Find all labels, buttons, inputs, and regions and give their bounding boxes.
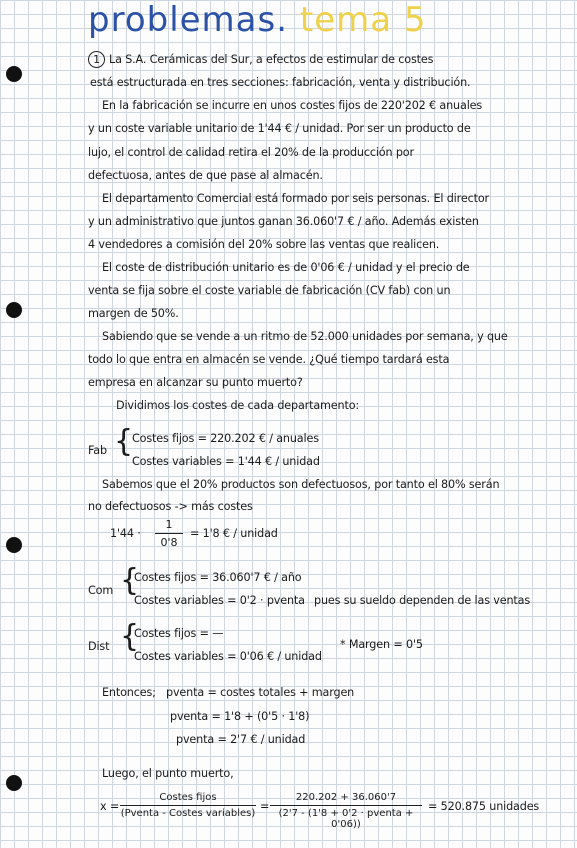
problem-number: 1 [88, 51, 105, 68]
text-line: En la fabricación se incurre en unos costes fijos de 220'202 € anuales [102, 99, 483, 112]
margin-note: * Margen = 0'5 [340, 638, 423, 651]
text-line [88, 51, 433, 68]
text-line: empresa en alcanzar su punto muerto? [88, 376, 303, 389]
text-line: Dividimos los costes de cada departamento: [116, 399, 360, 412]
fab-fixed-costs: Costes fijos = 220.202 € / anuales [132, 432, 319, 445]
dist-label: Dist [88, 640, 110, 653]
formula-x: x = [100, 800, 120, 813]
fraction-numerator: 1 [155, 518, 183, 534]
brace: { [114, 424, 134, 459]
com-variable-costs: Costes variables = 0'2 · pventa [134, 594, 305, 607]
fraction-denominator: 0'8 [160, 536, 178, 549]
text-line: venta se fija sobre el coste variable de fabricación (CV fab) con un [88, 284, 451, 297]
then-line-3: pventa = 2'7 € / unidad [176, 733, 306, 746]
text-line: todo lo que entra en almacén se vende. ¿Qué tiempo tardará esta [88, 353, 450, 366]
text-line: está estructurada en tres secciones: fabricación, venta y distribución. [90, 76, 471, 89]
fraction-denominator: (2'7 - (1'8 + 0'2 · pventa + 0'06)) [278, 808, 414, 830]
fraction-numerator: 220.202 + 36.060'7 [270, 792, 422, 806]
text-line: Luego, el punto muerto, [102, 767, 234, 780]
dist-variable-costs: Costes variables = 0'06 € / unidad [134, 650, 322, 663]
then-line-1: pventa = costes totales + margen [166, 686, 355, 699]
formula-equals: = [260, 800, 270, 813]
text-line: El coste de distribución unitario es de 0'06 € / unidad y el precio de [102, 261, 470, 274]
formula-fraction-1 [120, 792, 256, 819]
binder-hole [6, 302, 22, 318]
formula-fraction-2 [270, 792, 422, 830]
text-line: y un coste variable unitario de 1'44 € / unidad. Por ser un producto de [88, 122, 471, 135]
text-line: no defectuosos -> más costes [88, 500, 253, 513]
calc-fraction [155, 518, 183, 549]
text-line: y un administrativo que juntos ganan 36.060'7 € / año. Además existen [88, 215, 479, 228]
fraction-numerator: Costes fijos [120, 792, 256, 806]
text-line: lujo, el control de calidad retira el 20% de la producción por [88, 146, 414, 159]
binder-hole [6, 66, 22, 82]
title-main: problemas. [88, 0, 289, 40]
then-line-2: pventa = 1'8 + (0'5 · 1'8) [170, 710, 310, 723]
text-line: Sabiendo que se vende a un ritmo de 52.000 unidades por semana, y que [102, 330, 508, 343]
binder-hole [6, 775, 22, 791]
brace: { [120, 619, 140, 654]
dist-fixed-costs: Costes fijos = — [134, 627, 224, 640]
text-line: margen de 50%. [88, 307, 179, 320]
text-line: defectuosa, antes de que pase al almacén. [88, 169, 323, 182]
calc-lhs: 1'44 · [110, 527, 141, 540]
fab-variable-costs: Costes variables = 1'44 € / unidad [132, 455, 320, 468]
line-text: La S.A. Cerámicas del Sur, a efectos de estimular de costes [109, 53, 434, 66]
binder-hole [6, 537, 22, 553]
calc-rhs: = 1'8 € / unidad [190, 527, 278, 540]
com-label: Com [88, 584, 114, 597]
com-note: pues su sueldo dependen de las ventas [314, 594, 531, 607]
title-topic: tema 5 [299, 0, 427, 40]
brace: { [120, 563, 140, 598]
page-title [88, 0, 427, 40]
fraction-denominator: (Pventa - Costes variables) [120, 808, 256, 819]
then-label: Entonces; [102, 686, 156, 699]
formula-result: = 520.875 unidades [428, 800, 540, 813]
fab-label: Fab [88, 444, 107, 457]
text-line: El departamento Comercial está formado por seis personas. El director [102, 192, 489, 205]
com-fixed-costs: Costes fijos = 36.060'7 € / año [134, 571, 302, 584]
text-line: 4 vendedores a comisión del 20% sobre las ventas que realicen. [88, 238, 440, 251]
text-line: Sabemos que el 20% productos son defectuosos, por tanto el 80% serán [102, 478, 500, 491]
